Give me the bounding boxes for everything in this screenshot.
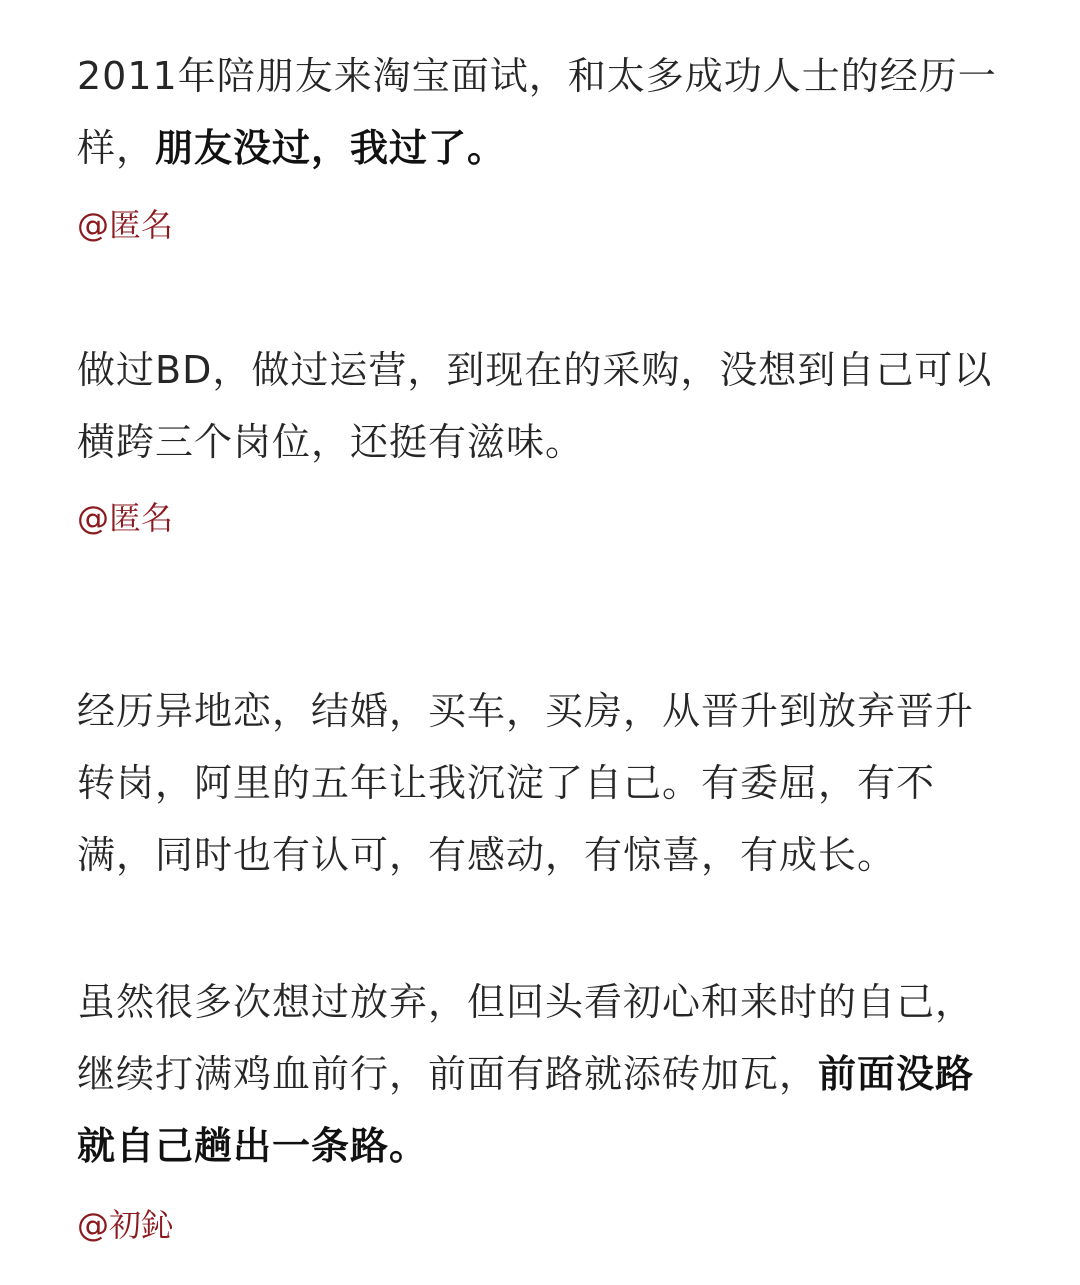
post-3-author: @初鈊	[77, 1206, 174, 1244]
post-3-paragraph-2	[77, 966, 1007, 1182]
post-2-paragraph	[77, 334, 1007, 478]
post-1-paragraph	[77, 40, 1007, 184]
bold-text-segment: 前面没路就自己趟出一条路。	[77, 1052, 975, 1168]
post-3-paragraph-1	[77, 675, 1007, 891]
bold-text-segment: 朋友没过，我过了。	[155, 126, 507, 170]
text-segment: 做过BD，做过运营，到现在的采购，没想到自己可以横跨三个岗位，还挺有滋味。	[77, 348, 993, 464]
text-segment: 经历异地恋，结婚，买车，买房，从晋升到放弃晋升转岗，阿里的五年让我沉淀了自己。有委屈，有不满，同时也有认可，有感动，有惊喜，有成长。	[77, 689, 975, 877]
post-2-author: @匿名	[77, 499, 174, 537]
post-1-author: @匿名	[77, 206, 174, 244]
text-segment: 虽然很多次想过放弃，但回头看初心和来时的自己，继续打满鸡血前行，前面有路就添砖加瓦，	[77, 980, 975, 1096]
text-segment: 2011年陪朋友来淘宝面试，和太多成功人士的经历一样，	[77, 54, 997, 170]
